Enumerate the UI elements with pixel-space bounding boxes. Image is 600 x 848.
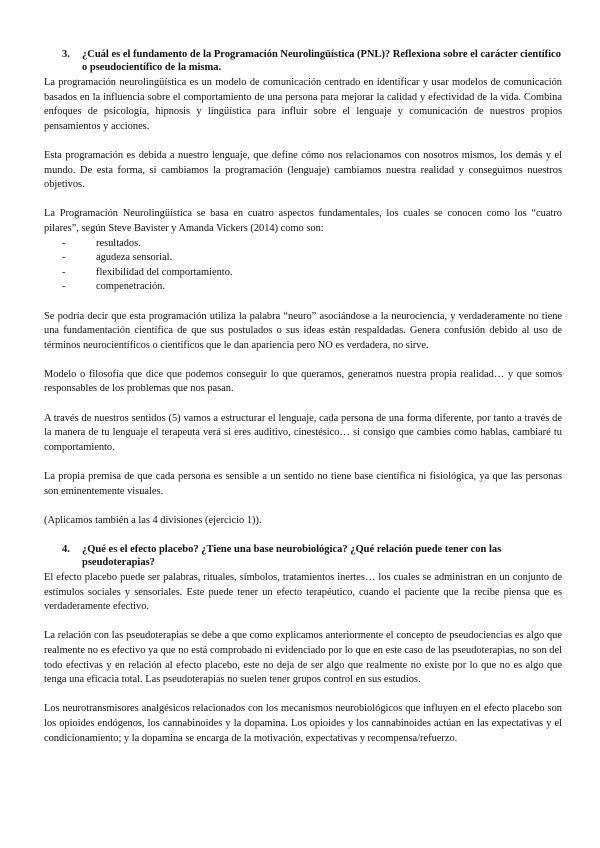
paragraph: Modelo o filosofía que dice que podemos conseguir lo que queramos, generamos nuestra propia realidad… y que somos responsables de los problemas que nos pasan. [44,368,562,395]
question-4-heading [44,543,562,569]
paragraph: La Programación Neurolingüística se basa en cuatro aspectos fundamentales, los cuales se conocen como los “cuatro pilares”, según Steve Bavister y Amanda Vickers (2014) como son: [44,208,562,234]
paragraph: La programación neurolingüística es un modelo de comunicación centrado en identificar y usar modelos de comunicación basados en la influencia sobre el comportamiento de una persona para mejorar la calidad y efectividad de la vida. Combina enfoques de psicología, hipnosis y lingüística para influir sobre el lenguaje y comunicación de nuestros propios pensamientos y acciones. [44,77,562,132]
question-3-text: ¿Cuál es el fundamento de la Programación Neurolingüística (PNL)? Reflexiona sobre el carácter científico o pseudocientífico de la misma. [82,49,561,73]
paragraph: (Aplicamos también a las 4 divisiones (ejercicio 1)). [44,514,262,526]
paragraph: El efecto placebo puede ser palabras, rituales, símbolos, tratamientos inertes… los cuales se administran en un conjunto de estímulos sociales y sensoriales. Este puede tener un efecto terapéutico, cuando el paciente que la recibe piensa que es verdaderamente efectivo. [44,572,562,613]
paragraph: Los neurotransmisores analgésicos relacionados con los mecanismos neurobiológicos que influyen en el efecto placebo son los opioides endógenos, los cannabinoides y la dopamina. Los opioides y los cannabinoides actúan en las expectativas y el condicionamiento; y la dopamina se encarga de la motivación, expectativas y recompensa/refuerzo. [44,703,562,744]
list-item: - compenetración. [62,281,165,293]
question-4-text: ¿Qué es el efecto placebo? ¿Tiene una base neurobiológica? ¿Qué relación puede tener con las pseudoterapias? [82,544,502,568]
paragraph: Esta programación es debida a nuestro lenguaje, que define cómo nos relacionamos con nosotros mismos, los demás y el mundo. De esta forma, si cambiamos la programación (lenguaje) cambiamos nuestra realidad y conseguimos nuestros objetivos. [44,149,562,191]
paragraph: Se podría decir que esta programación utiliza la palabra “neuro” asociándose a la neurociencia, y verdaderamente no tiene una fundamentación científica de que sus postulados o sus ideas están respaldadas. Genera confusión debido al uso de términos neurocientíficos o científicos que le dan apariencia pero NO es verdadera, no sirve. [44,310,562,351]
pillars-list [44,237,562,295]
list-item: - flexibilidad del comportamiento. [62,266,233,278]
document-body [44,48,562,746]
list-item: - resultados. [62,237,141,249]
list-item: - agudeza sensorial. [62,252,173,264]
question-4-number: 4. [62,544,70,555]
question-3-heading [44,48,562,74]
question-3-number: 3. [62,49,70,60]
paragraph: La relación con las pseudoterapias se debe a que como explicamos anteriormente el concepto de pseudociencias es algo que realmente no es efectivo ya que no está comprobado ni evidenciado por lo que en este caso de las pseudoterapias, no son del todo efectivas y en relación al efecto placebo, este no deja de ser algo que realmente no existe por lo que no es algo que tenga una eficacia total. Las pseudoterapias no suelen tener grupos control en sus estudios. [44,630,562,686]
paragraph: La propia premisa de que cada persona es sensible a un sentido no tiene base científica ni fisiológica, ya que las personas son eminentemente visuales. [44,471,562,497]
paragraph: A través de nuestros sentidos (5) vamos a estructurar el lenguaje, cada persona de una forma diferente, por tanto a través de la manera de tu lenguaje el terapeuta verá si eres auditivo, cinestésico… si consigo que cambies como hablas, cambiaré tu comportamiento. [44,412,562,453]
